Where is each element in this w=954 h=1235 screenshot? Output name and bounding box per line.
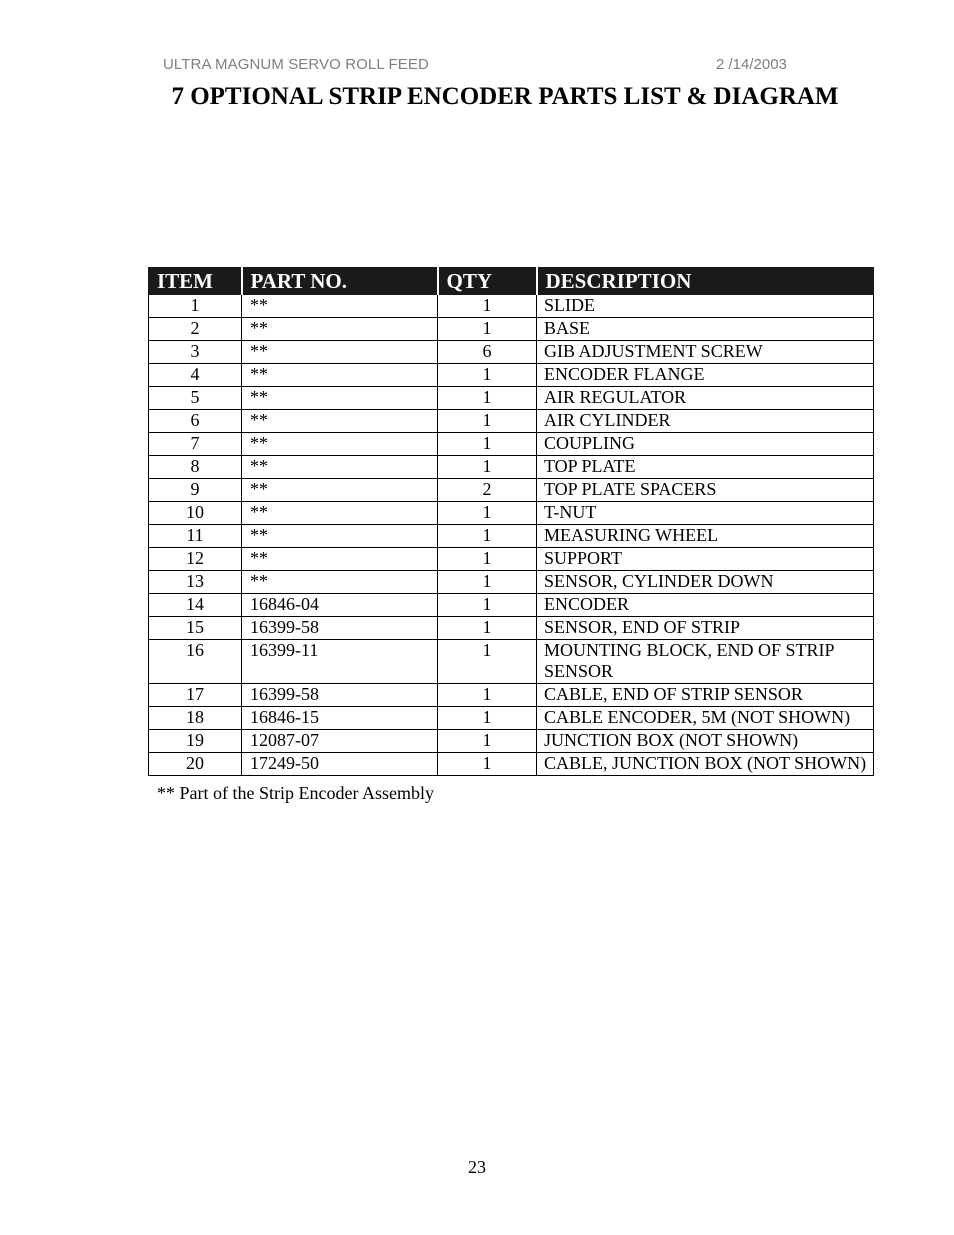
table-row	[149, 640, 874, 684]
cell-qty: 1	[438, 525, 537, 548]
column-header-part-no: PART NO.	[242, 268, 438, 295]
cell-description: ENCODER FLANGE	[537, 364, 874, 387]
cell-part-no: 17249-50	[242, 753, 438, 776]
table-row	[149, 295, 874, 318]
table-header-row	[149, 268, 874, 295]
cell-qty: 1	[438, 753, 537, 776]
cell-qty: 1	[438, 640, 537, 684]
cell-description: SENSOR, END OF STRIP	[537, 617, 874, 640]
cell-item: 12	[149, 548, 242, 571]
cell-qty: 1	[438, 433, 537, 456]
cell-item: 2	[149, 318, 242, 341]
table-row	[149, 753, 874, 776]
cell-qty: 1	[438, 684, 537, 707]
cell-qty: 1	[438, 502, 537, 525]
table-row	[149, 548, 874, 571]
table-row	[149, 479, 874, 502]
cell-description: CABLE, JUNCTION BOX (NOT SHOWN)	[537, 753, 874, 776]
cell-item: 7	[149, 433, 242, 456]
cell-description: MOUNTING BLOCK, END OF STRIP SENSOR	[537, 640, 874, 684]
cell-part-no: **	[242, 341, 438, 364]
cell-part-no: **	[242, 364, 438, 387]
cell-part-no: **	[242, 410, 438, 433]
table-row	[149, 617, 874, 640]
cell-part-no: **	[242, 433, 438, 456]
cell-part-no: **	[242, 456, 438, 479]
cell-part-no: 16399-58	[242, 617, 438, 640]
cell-part-no: 16399-58	[242, 684, 438, 707]
cell-item: 6	[149, 410, 242, 433]
cell-part-no: 12087-07	[242, 730, 438, 753]
cell-description: MEASURING WHEEL	[537, 525, 874, 548]
cell-description: SLIDE	[537, 295, 874, 318]
cell-part-no: **	[242, 571, 438, 594]
column-header-description: DESCRIPTION	[537, 268, 874, 295]
cell-item: 1	[149, 295, 242, 318]
cell-part-no: 16399-11	[242, 640, 438, 684]
column-header-qty: QTY	[438, 268, 537, 295]
table-row	[149, 341, 874, 364]
cell-item: 11	[149, 525, 242, 548]
cell-item: 14	[149, 594, 242, 617]
cell-description: ENCODER	[537, 594, 874, 617]
table-row	[149, 525, 874, 548]
cell-qty: 1	[438, 594, 537, 617]
cell-qty: 1	[438, 364, 537, 387]
table-row	[149, 502, 874, 525]
cell-description: CABLE ENCODER, 5M (NOT SHOWN)	[537, 707, 874, 730]
cell-qty: 1	[438, 730, 537, 753]
cell-item: 4	[149, 364, 242, 387]
cell-part-no: **	[242, 525, 438, 548]
table-row	[149, 364, 874, 387]
cell-description: COUPLING	[537, 433, 874, 456]
table-row	[149, 730, 874, 753]
table-row	[149, 410, 874, 433]
running-header-title: ULTRA MAGNUM SERVO ROLL FEED	[163, 56, 429, 73]
cell-part-no: **	[242, 387, 438, 410]
running-header-date: 2 /14/2003	[716, 56, 787, 73]
cell-qty: 1	[438, 548, 537, 571]
cell-qty: 1	[438, 295, 537, 318]
cell-part-no: **	[242, 502, 438, 525]
cell-item: 13	[149, 571, 242, 594]
cell-item: 3	[149, 341, 242, 364]
cell-item: 17	[149, 684, 242, 707]
cell-qty: 1	[438, 318, 537, 341]
cell-qty: 2	[438, 479, 537, 502]
cell-part-no: 16846-04	[242, 594, 438, 617]
cell-item: 15	[149, 617, 242, 640]
cell-part-no: **	[242, 548, 438, 571]
table-row	[149, 318, 874, 341]
cell-description: GIB ADJUSTMENT SCREW	[537, 341, 874, 364]
table-row	[149, 594, 874, 617]
cell-item: 16	[149, 640, 242, 684]
table-body	[149, 295, 874, 776]
cell-item: 8	[149, 456, 242, 479]
cell-item: 5	[149, 387, 242, 410]
cell-part-no: **	[242, 295, 438, 318]
footnote: ** Part of the Strip Encoder Assembly	[157, 783, 434, 803]
cell-description: SENSOR, CYLINDER DOWN	[537, 571, 874, 594]
table-row	[149, 707, 874, 730]
cell-qty: 1	[438, 387, 537, 410]
cell-description: BASE	[537, 318, 874, 341]
table-row	[149, 684, 874, 707]
cell-item: 9	[149, 479, 242, 502]
table-row	[149, 571, 874, 594]
cell-description: AIR REGULATOR	[537, 387, 874, 410]
cell-part-no: **	[242, 479, 438, 502]
cell-description: SUPPORT	[537, 548, 874, 571]
cell-part-no: **	[242, 318, 438, 341]
cell-item: 10	[149, 502, 242, 525]
cell-qty: 6	[438, 341, 537, 364]
cell-description: CABLE, END OF STRIP SENSOR	[537, 684, 874, 707]
cell-description: JUNCTION BOX (NOT SHOWN)	[537, 730, 874, 753]
cell-item: 18	[149, 707, 242, 730]
cell-description: AIR CYLINDER	[537, 410, 874, 433]
cell-qty: 1	[438, 707, 537, 730]
table-row	[149, 433, 874, 456]
cell-qty: 1	[438, 617, 537, 640]
cell-qty: 1	[438, 456, 537, 479]
parts-list-table	[148, 267, 874, 776]
cell-qty: 1	[438, 410, 537, 433]
cell-description: TOP PLATE SPACERS	[537, 479, 874, 502]
cell-description: T-NUT	[537, 502, 874, 525]
column-header-item: ITEM	[149, 268, 242, 295]
cell-item: 19	[149, 730, 242, 753]
page-title: 7 OPTIONAL STRIP ENCODER PARTS LIST & DIAGRAM	[171, 83, 839, 110]
page-number: 23	[468, 1157, 486, 1177]
table-row	[149, 387, 874, 410]
cell-item: 20	[149, 753, 242, 776]
cell-qty: 1	[438, 571, 537, 594]
cell-description: TOP PLATE	[537, 456, 874, 479]
cell-part-no: 16846-15	[242, 707, 438, 730]
table-row	[149, 456, 874, 479]
